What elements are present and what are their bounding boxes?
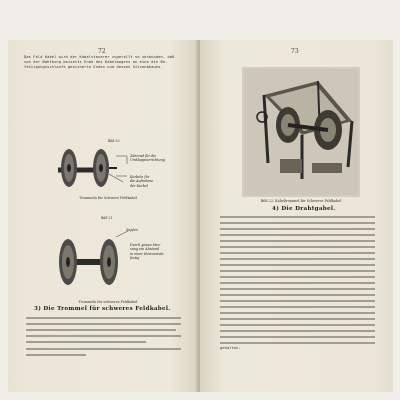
- text-line: [220, 270, 375, 272]
- text-line: [220, 300, 375, 302]
- text-line: [26, 354, 86, 356]
- text-line: [26, 335, 181, 337]
- text-line: [220, 222, 375, 224]
- text-line: [220, 228, 375, 230]
- text-line: [26, 317, 181, 319]
- text-line: [220, 216, 375, 218]
- text-line: [220, 342, 375, 344]
- intro-line: von der Nahtkung beiseits Ende des Kabelbogens an eine die Be-: [24, 60, 168, 64]
- text-line: [220, 294, 375, 296]
- annotation-text: Zapfen: [126, 228, 138, 232]
- text-line: [220, 246, 375, 248]
- text-line: [220, 240, 375, 242]
- text-line: [220, 258, 375, 260]
- text-line: [220, 312, 375, 314]
- annotation-text: Zahnrad für die Umklappvorrichtung: [130, 154, 165, 163]
- photo-caption: Bild 22. Kabeltrommel für Schweres Feldkabel: [260, 199, 342, 203]
- annotation-text: Durch genau Mes- sung ein Abstand in einer Horizontale festig: [130, 243, 164, 261]
- page-number: 73: [291, 48, 299, 55]
- text-line: [220, 264, 375, 266]
- page-number: 72: [98, 48, 106, 55]
- figure-label: Bild 20: [108, 139, 120, 143]
- text-line: [26, 323, 181, 325]
- figure-label: Bild 21: [101, 216, 113, 220]
- text-line: [26, 329, 176, 331]
- text-line: [220, 282, 375, 284]
- right-page: [200, 40, 393, 392]
- text-line: [220, 336, 375, 338]
- text-line: [220, 234, 375, 236]
- left-page: [8, 40, 198, 392]
- book-spread: [8, 40, 393, 392]
- text-line: [220, 276, 375, 278]
- text-line: [220, 252, 375, 254]
- annotation-text: Kurbeln für die Aufnahme der Kurbel: [130, 175, 154, 188]
- text-line: [220, 330, 375, 332]
- intro-line: Das Feld Kabel wird der Kabelsteuerer zugerollt so verbunden, daß: [24, 55, 175, 59]
- intro-line: festigungsschlaufe gesicherte Enden und dessen Sitzenbhaues.: [24, 65, 163, 69]
- text-line: [26, 341, 146, 343]
- text-line: [220, 318, 375, 320]
- figure-caption: Trommeln für schweres Feldkabel: [78, 300, 138, 304]
- text-line: [220, 324, 375, 326]
- drum-illustration: [53, 229, 128, 299]
- text-line: [26, 348, 181, 350]
- photo-plate: [242, 67, 360, 197]
- text-line: gehalten.: [220, 346, 241, 350]
- text-line: [220, 306, 375, 308]
- section-heading: 4) Die Drahtgabel.: [272, 206, 336, 212]
- section-heading: 3) Die Trommel für schweres Feldkabel.: [34, 306, 171, 312]
- figure-caption: Trommeln für Schwere Feldkabel: [79, 196, 137, 200]
- text-line: [220, 288, 375, 290]
